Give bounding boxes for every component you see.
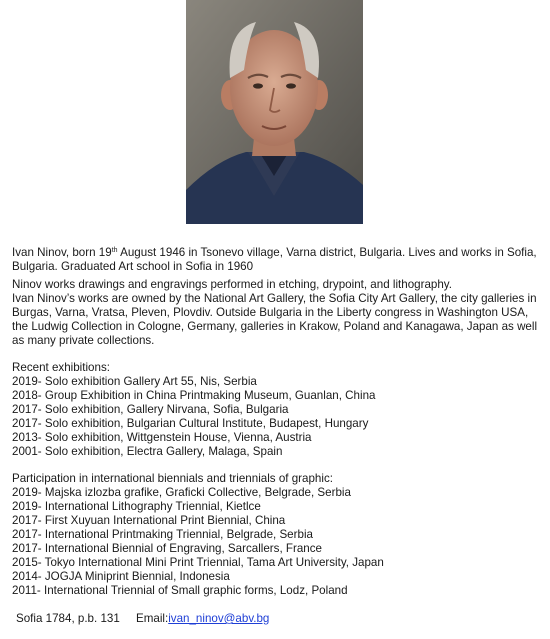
list-item: 2017- First Xuyuan International Print Biennial, China <box>12 514 286 527</box>
bio-intro <box>12 246 542 274</box>
bio-collections: Ivan Ninov’s works are owned by the National Art Gallery, the Sofia City Art Gallery, the city galleries in Burgas, Varna, Vratsa, Pleven, Plovdiv. Outside Bulgaria in the Liberty congress in Washington USA, the Ludwig Collection in Cologne, Germany, galleries in Krakow, Poland and Kanagawa, Japan as well as many private collections. <box>12 292 538 347</box>
list-item: 2019- Majska izlozba grafike, Graficki Collective, Belgrade, Serbia <box>12 486 351 499</box>
list-item: 2013- Solo exhibition, Wittgenstein House, Vienna, Austria <box>12 431 312 444</box>
list-item: 2017- International Printmaking Triennial, Belgrade, Serbia <box>12 528 313 541</box>
bio-intro-text-b: August 1946 in Tsonevo village, Varna district, Bulgaria. Lives and works in Sofia, Bulgaria. Graduated Art school in Sofia in 1960 <box>12 246 537 273</box>
bio-intro-text-a: Ivan Ninov, born 19 <box>12 246 112 259</box>
list-item: 2019- International Lithography Triennial, Kietlce <box>12 500 261 513</box>
biennials-heading: Participation in international biennials and triennials of graphic: <box>12 472 333 485</box>
list-item: 2018- Group Exhibition in China Printmaking Museum, Guanlan, China <box>12 389 376 402</box>
contact-footer <box>16 612 269 626</box>
email-label: Email: <box>136 612 169 625</box>
list-item: 2019- Solo exhibition Gallery Art 55, Nis, Serbia <box>12 375 257 388</box>
bio-works: Ninov works drawings and engravings performed in etching, drypoint, and lithography. <box>12 278 452 291</box>
list-item: 2001- Solo exhibition, Electra Gallery, Malaga, Spain <box>12 445 283 458</box>
portrait-illustration <box>186 0 363 224</box>
list-item: 2017- Solo exhibition, Gallery Nirvana, Sofia, Bulgaria <box>12 403 289 416</box>
list-item: 2015- Tokyo International Mini Print Triennial, Tama Art University, Japan <box>12 556 384 569</box>
list-item: 2011- International Triennial of Small graphic forms, Lodz, Poland <box>12 584 348 597</box>
email-link[interactable]: ivan_ninov@abv.bg <box>168 612 270 625</box>
biennials-list <box>12 486 542 598</box>
biography-section <box>12 246 542 598</box>
list-item: 2014- JOGJA Miniprint Biennial, Indonesia <box>12 570 230 583</box>
postal-address: Sofia 1784, p.b. 131 <box>16 612 120 625</box>
list-item: 2017- Solo exhibition, Bulgarian Cultural Institute, Budapest, Hungary <box>12 417 369 430</box>
list-item: 2017- International Biennial of Engraving, Sarcallers, France <box>12 542 322 555</box>
bio-intro-superscript: th <box>111 247 118 254</box>
recent-exhibitions-heading: Recent exhibitions: <box>12 361 110 374</box>
recent-exhibitions-list <box>12 375 542 459</box>
artist-portrait <box>186 0 363 224</box>
